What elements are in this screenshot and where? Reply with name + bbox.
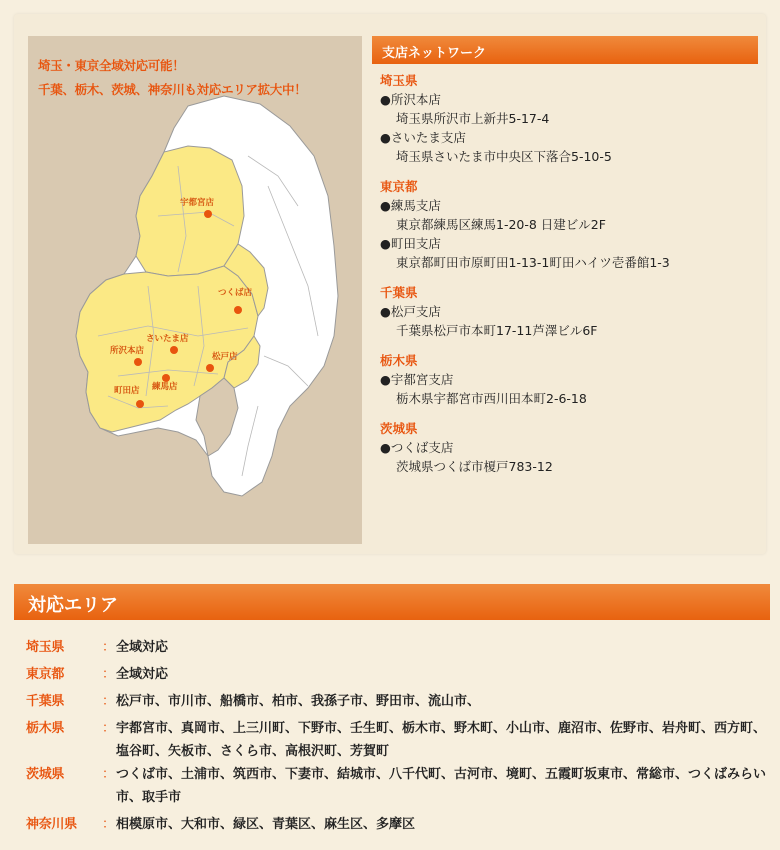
area-colon: ： <box>102 667 116 682</box>
label-saitama: さいたま店 <box>146 334 189 344</box>
pref-title: 栃木県 <box>380 353 418 368</box>
office-name: ●宇都宮支店 <box>380 372 454 387</box>
area-colon: ： <box>102 721 116 736</box>
area-cities: 松戸市、市川市、船橋市、柏市、我孫子市、野田市、流山市、 <box>116 694 481 709</box>
label-tokorozawa: 所沢本店 <box>110 346 145 356</box>
service-area-map <box>28 36 362 544</box>
area-cities: 相模原市、大和市、緑区、青葉区、麻生区、多摩区 <box>116 817 416 832</box>
area-row <box>26 717 780 763</box>
network-header: 支店ネットワーク <box>372 36 758 64</box>
branch-list <box>380 72 760 476</box>
area-row <box>26 813 780 836</box>
area-colon: ： <box>102 817 116 832</box>
marker-tsukuba <box>234 306 242 314</box>
area-prefecture: 千葉県 <box>26 694 65 709</box>
marker-matsudo <box>206 364 214 372</box>
label-nerima: 練馬店 <box>152 382 178 392</box>
area-prefecture: 神奈川県 <box>26 817 77 832</box>
label-tsukuba: つくば店 <box>218 288 253 298</box>
office-name: ●さいたま支店 <box>380 130 466 145</box>
label-utsunomiya: 宇都宮店 <box>180 198 215 208</box>
marker-tokorozawa <box>134 358 142 366</box>
office-name: ●町田支店 <box>380 236 441 251</box>
pref-title: 埼玉県 <box>380 73 418 88</box>
area-row <box>26 636 780 659</box>
area-row <box>26 663 780 686</box>
area-cities: 全域対応 <box>116 667 169 682</box>
office-address: 千葉県松戸市本町17-11芦澤ビル6F <box>396 323 598 338</box>
area-colon: ： <box>102 694 116 709</box>
label-matsudo: 松戸店 <box>212 352 238 362</box>
pref-title: 東京都 <box>380 179 418 194</box>
area-row <box>26 690 780 713</box>
area-prefecture: 茨城県 <box>26 767 65 782</box>
office-address: 東京都町田市原町田1-13-1町田ハイツ壱番館1-3 <box>396 255 670 270</box>
area-cities: 宇都宮市、真岡市、上三川町、下野市、壬生町、栃木市、野木町、小山市、鹿沼市、佐野市、岩舟町、西方町、塩谷町、矢板市、さくら市、高根沢町、芳賀町 <box>116 721 767 759</box>
office-name: ●所沢本店 <box>380 92 441 107</box>
office-name: ●松戸支店 <box>380 304 441 319</box>
tochigi-area <box>136 146 244 276</box>
area-colon: ： <box>102 640 116 655</box>
service-area-list <box>26 636 780 836</box>
office-address: 茨城県つくば市榎戸783-12 <box>396 459 553 474</box>
service-area-header: 対応エリア <box>14 584 770 620</box>
kanto-map-graphic <box>28 36 362 544</box>
office-name: ●練馬支店 <box>380 198 441 213</box>
area-row <box>26 763 780 809</box>
map-lead-line-2: 千葉、栃木、茨城、神奈川も対応エリア拡大中！ <box>38 82 307 97</box>
area-cities: 全域対応 <box>116 640 169 655</box>
marker-utsunomiya <box>204 210 212 218</box>
area-prefecture: 埼玉県 <box>26 640 65 655</box>
marker-machida <box>136 400 144 408</box>
label-machida: 町田店 <box>114 386 140 396</box>
office-address: 栃木県宇都宮市西川田本町2-6-18 <box>396 391 587 406</box>
area-prefecture: 栃木県 <box>26 721 65 736</box>
area-colon: ： <box>102 767 116 782</box>
area-prefecture: 東京都 <box>26 667 65 682</box>
office-name: ●つくば支店 <box>380 440 454 455</box>
map-lead-line-1: 埼玉・東京全域対応可能！ <box>38 58 185 73</box>
area-cities: つくば市、土浦市、筑西市、下妻市、結城市、八千代町、古河市、境町、五霞町坂東市、常総市、つくばみらい市、取手市 <box>116 767 767 805</box>
pref-title: 茨城県 <box>380 421 418 436</box>
office-address: 東京都練馬区練馬1-20-8 日建ビル2F <box>396 217 606 232</box>
office-address: 埼玉県所沢市上新井5-17-4 <box>396 111 550 126</box>
office-address: 埼玉県さいたま市中央区下落合5-10-5 <box>396 149 612 164</box>
pref-title: 千葉県 <box>380 285 418 300</box>
marker-saitama <box>170 346 178 354</box>
